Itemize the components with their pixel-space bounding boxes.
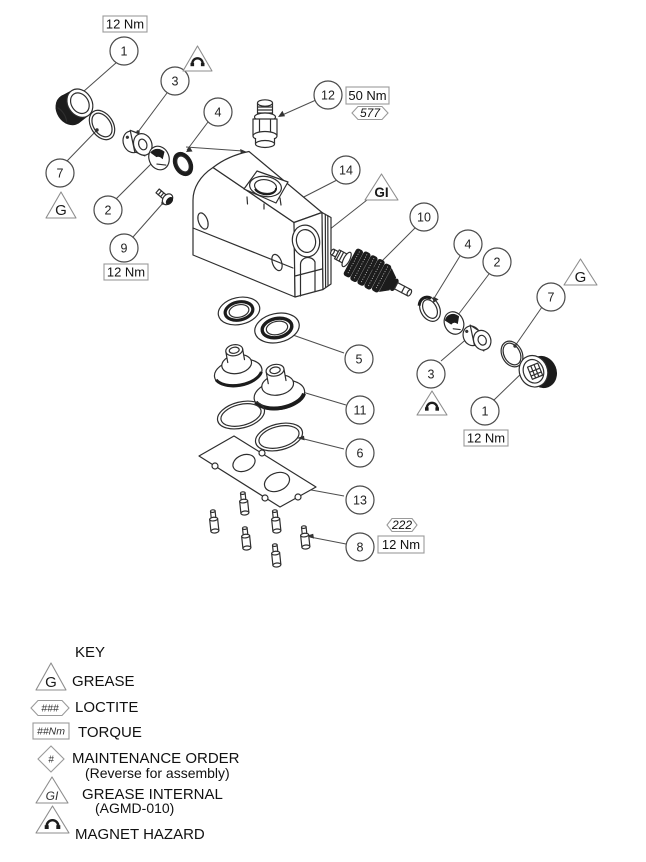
svg-text:MAGNET HAZARD: MAGNET HAZARD — [75, 826, 205, 843]
screw — [239, 491, 249, 515]
svg-text:1: 1 — [120, 44, 128, 59]
svg-text:(Reverse for assembly): (Reverse for assembly) — [85, 765, 230, 781]
part-seal-right — [416, 293, 445, 325]
balloon-1-left — [110, 37, 138, 65]
torque-label-bottom — [378, 536, 424, 553]
svg-text:8: 8 — [356, 540, 364, 555]
screw — [241, 526, 251, 550]
screw — [300, 525, 310, 549]
balloon-7-left — [46, 159, 74, 187]
svg-text:11: 11 — [353, 403, 367, 418]
part-set-screw — [154, 186, 176, 207]
svg-text:13: 13 — [353, 493, 367, 508]
part-spacer-right — [460, 320, 494, 356]
balloon-9 — [110, 234, 138, 262]
svg-text:7: 7 — [56, 166, 64, 181]
torque-label-top-left — [103, 16, 147, 32]
symbol-grease-left — [46, 192, 76, 219]
svg-text:GI: GI — [45, 789, 59, 803]
screw — [271, 543, 281, 567]
balloon-13 — [346, 486, 374, 514]
balloon-8 — [346, 533, 374, 561]
svg-text:3: 3 — [171, 74, 179, 89]
svg-text:5: 5 — [355, 352, 363, 367]
part-cap-right — [514, 348, 561, 395]
svg-text:1: 1 — [481, 404, 489, 419]
svg-text:9: 9 — [120, 241, 128, 256]
svg-text:10: 10 — [417, 210, 431, 225]
svg-text:222: 222 — [391, 518, 413, 532]
part-screws — [209, 491, 310, 567]
part-number-577 — [352, 106, 388, 120]
symbol-magnet-top — [183, 46, 212, 71]
balloon-14 — [332, 156, 360, 184]
svg-text:2: 2 — [493, 255, 501, 270]
balloon-6 — [346, 439, 374, 467]
part-cap-left — [50, 83, 98, 130]
part-seal-left — [169, 149, 197, 180]
torque-label-fitting — [346, 87, 389, 104]
part-rotor — [324, 237, 419, 308]
svg-text:4: 4 — [214, 105, 222, 120]
balloon-5 — [345, 345, 373, 373]
legend-item-loctite — [31, 699, 138, 716]
balloon-7-right — [537, 283, 565, 311]
symbol-grease-right — [564, 259, 597, 286]
svg-text:50 Nm: 50 Nm — [348, 88, 387, 103]
svg-text:3: 3 — [427, 367, 435, 382]
svg-text:(AGMD-010): (AGMD-010) — [95, 800, 175, 816]
svg-text:TORQUE: TORQUE — [78, 724, 142, 741]
balloon-4-right — [454, 230, 482, 258]
svg-text:6: 6 — [356, 446, 364, 461]
svg-text:12 Nm: 12 Nm — [105, 16, 145, 32]
legend — [31, 644, 240, 843]
svg-text:12 Nm: 12 Nm — [466, 430, 506, 446]
part-body — [193, 152, 331, 298]
svg-text:##Nm: ##Nm — [36, 725, 66, 738]
balloon-4-left — [204, 98, 232, 126]
svg-text:G: G — [45, 674, 57, 691]
balloon-2-left — [94, 196, 122, 224]
part-number-labels — [352, 106, 417, 532]
symbol-grease-internal — [365, 174, 398, 200]
symbol-magnet-right — [417, 391, 447, 415]
svg-text:4: 4 — [464, 237, 472, 252]
svg-text:12: 12 — [321, 88, 335, 103]
legend-item-maintenance-order — [38, 746, 240, 781]
torque-label-mid-right — [464, 430, 508, 446]
part-port-fitting — [253, 100, 277, 148]
svg-text:7: 7 — [547, 290, 555, 305]
svg-text:LOCTITE: LOCTITE — [75, 699, 139, 716]
part-number-222 — [387, 518, 417, 532]
svg-text:G: G — [55, 202, 67, 219]
svg-text:GREASE: GREASE — [72, 673, 135, 690]
screw — [209, 509, 219, 533]
svg-text:GREASE INTERNAL: GREASE INTERNAL — [82, 786, 223, 803]
legend-title: KEY — [75, 644, 106, 661]
svg-text:G: G — [574, 269, 587, 286]
svg-text:12 Nm: 12 Nm — [106, 264, 146, 280]
balloon-1-right — [471, 397, 499, 425]
svg-text:12 Nm: 12 Nm — [381, 537, 421, 552]
balloon-10 — [410, 203, 438, 231]
svg-text:2: 2 — [104, 203, 112, 218]
svg-text:577: 577 — [359, 106, 381, 120]
balloon-3-right — [417, 360, 445, 388]
svg-text:GI: GI — [374, 185, 389, 200]
balloon-12 — [314, 81, 342, 109]
svg-text:###: ### — [41, 702, 59, 715]
torque-label-mid-left — [104, 264, 148, 280]
part-seat-rings — [216, 293, 302, 346]
svg-text:#: # — [48, 754, 54, 766]
balloon-11 — [346, 396, 374, 424]
svg-text:MAINTENANCE ORDER: MAINTENANCE ORDER — [72, 750, 240, 767]
screw — [271, 509, 281, 533]
legend-item-torque — [33, 723, 142, 741]
svg-text:14: 14 — [339, 163, 353, 178]
balloon-2-right — [483, 248, 511, 276]
legend-item-grease-internal — [36, 777, 223, 816]
legend-item-grease — [36, 663, 135, 691]
